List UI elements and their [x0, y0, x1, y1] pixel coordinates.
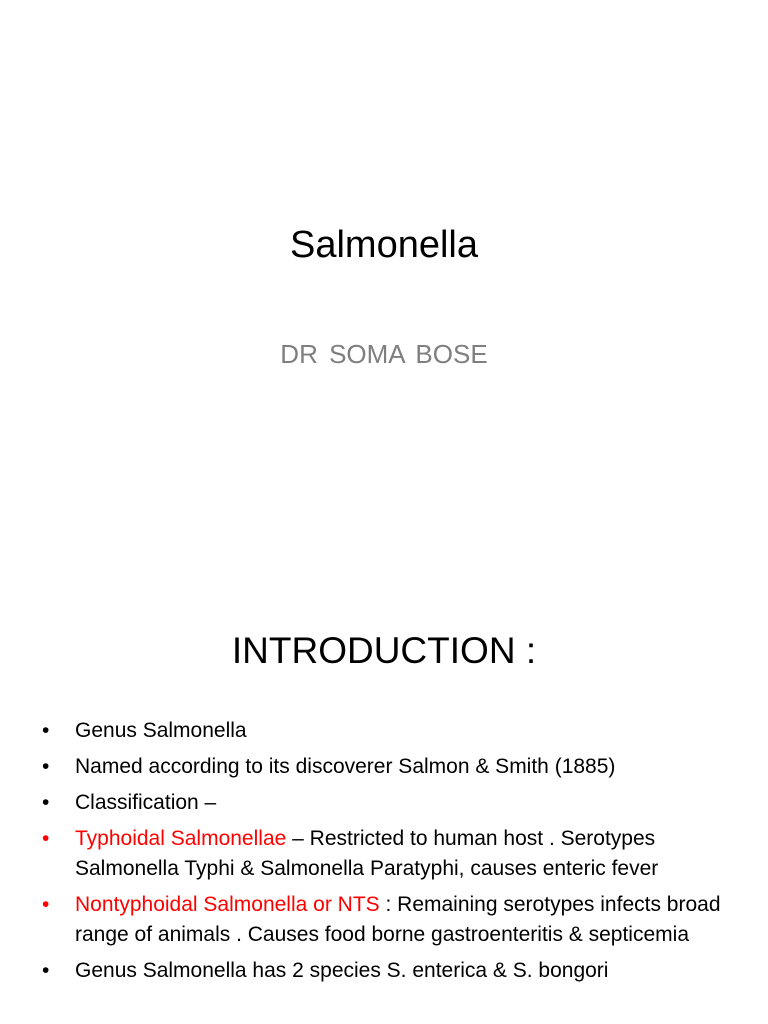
bullet-item [0, 788, 768, 818]
bullet-icon: • [42, 959, 50, 982]
bullet-icon: • [42, 755, 50, 778]
bullet-text: Classification – [75, 791, 217, 814]
bullet-list [0, 716, 768, 992]
bullet-item [0, 824, 768, 884]
slide-title: Salmonella [290, 224, 478, 266]
bullet-highlight: Nontyphoidal Salmonella or NTS [75, 893, 380, 916]
introduction-slide [0, 576, 768, 1024]
bullet-text: Genus Salmonella has 2 species S. enterica & S. bongori [75, 959, 609, 982]
slide-subtitle: DR SOMA BOSE [280, 339, 488, 369]
bullet-text: – Restricted to human host . Serotypes Salmonella Typhi & Salmonella Paratyphi, causes enteric fever [75, 827, 659, 880]
bullet-text: Named according to its discoverer Salmon & Smith (1885) [75, 755, 616, 778]
introduction-heading: INTRODUCTION : [231, 630, 537, 671]
bullet-icon: • [42, 893, 50, 916]
bullet-item [0, 716, 768, 746]
bullet-icon: • [42, 719, 50, 742]
bullet-text: : Remaining serotypes infects broad range of animals . Causes food borne gastroenteritis & septicemia [75, 893, 721, 946]
bullet-item [0, 752, 768, 782]
bullet-icon: • [42, 791, 50, 814]
bullet-item [0, 890, 768, 950]
bullet-icon: • [42, 827, 50, 850]
bullet-highlight: Typhoidal Salmonellae [75, 827, 287, 850]
bullet-item [0, 956, 768, 986]
bullet-text: Genus Salmonella [75, 719, 247, 742]
